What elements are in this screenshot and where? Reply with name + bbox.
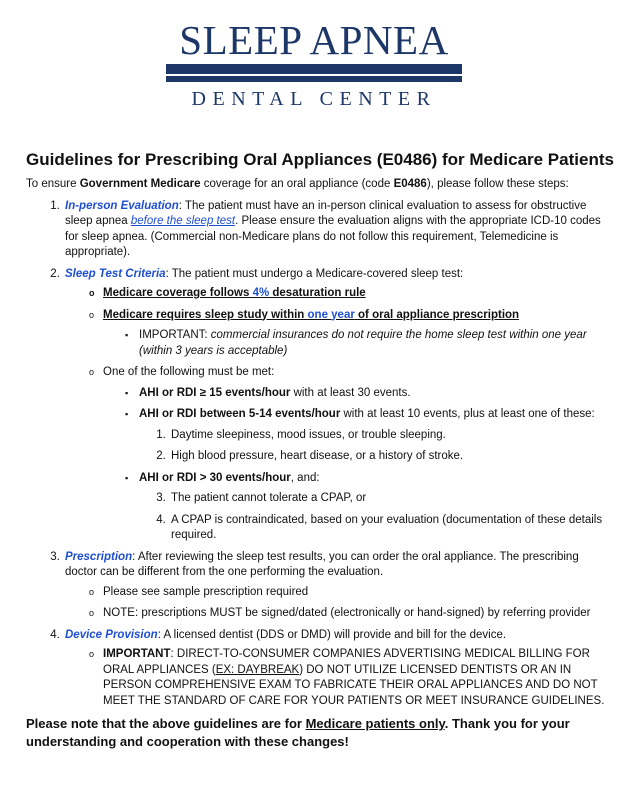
step-label: In-person Evaluation — [65, 199, 179, 212]
list-item: 4. A CPAP is contraindicated, based on your evaluation (documentation of these details required. — [169, 513, 606, 544]
list-item: 2. High blood pressure, heart disease, or a history of stroke. — [169, 449, 606, 465]
rule-one-year: o Medicare requires sleep study within one year of oral appliance prescription ▪ IMPORTANT: commercial insurances do not require the home sleep test within one year (within 3 years is acceptable) — [89, 308, 606, 360]
logo-bar — [166, 64, 462, 82]
before-sleep-test-link: before the sleep test — [130, 215, 236, 227]
page-title: Guidelines for Prescribing Oral Appliances (E0486) for Medicare Patients — [26, 150, 614, 169]
criterion-ahi-30: ▪ AHI or RDI > 30 events/hour, and: 3. The patient cannot tolerate a CPAP, or 4. A CPAP is contraindicated, based on your evaluation (documentation of these details required. — [125, 471, 606, 544]
logo-subtitle: DENTAL CENTER — [191, 88, 437, 110]
step-label: Prescription — [65, 550, 133, 563]
list-item: 3. The patient cannot tolerate a CPAP, or — [169, 491, 606, 507]
list-item: o Please see sample prescription required — [89, 585, 606, 601]
step-prescription: 3. Prescription: After reviewing the sleep test results, you can order the oral appliance. The prescribing doctor can be different from the one performing the evaluation. o Please see sample prescription required o NOTE: prescriptions MUST be signed/dated (electronically or hand-signed) by referring provider — [63, 550, 606, 622]
intro-paragraph: To ensure Government Medicare coverage for an oral appliance (code E0486), please follow these steps: — [26, 178, 569, 190]
important-warning: o IMPORTANT: DIRECT-TO-CONSUMER COMPANIES ADVERTISING MEDICAL BILLING FOR ORAL APPLIANCES (EX: DAYBREAK) DO NOT UTILIZE LICENSED DENTISTS OR AN IN PERSON COMPREHENSIVE EXAM TO FABRICATE THEIR ORAL APPLIANCES AND DO NOT MEET THE STANDARD OF CARE FOR YOUR PATIENTS OR MEET INSURANCE GUIDELINES. — [89, 647, 606, 709]
criterion-ahi-15: ▪ AHI or RDI ≥ 15 events/hour with at least 30 events. — [125, 386, 606, 402]
step-sleep-test-criteria: 2. Sleep Test Criteria: The patient must undergo a Medicare-covered sleep test: o Medicare coverage follows 4% desaturation rule o Medicare requires sleep study within one year of oral appliance prescription ▪ IMPORTANT: commercial insurances do not require the home sleep test within one year (within 3 years is acceptable) o One of the following must be met: ▪ AHI or RDI ≥ 15 events/hour with at least 30 events. ▪ AHI or RDI between 5-14 events/hour with at least 10 events, plus at least one of these: 1. Daytime sleepiness, mood issues, or trouble sleeping. 2. High blood pressure, heart disease, or a history of stroke. ▪ AHI or RDI > 30 events/hour, and: 3. The patient cannot tolerate a CPAP, or 4. A CPAP is contraindicated, based on your evaluation (documentation of these details required. — [63, 267, 606, 544]
steps-list — [26, 199, 606, 710]
step-label: Device Provision — [65, 628, 158, 641]
logo-title: SLEEP APNEA — [179, 17, 449, 63]
closing-note: Please note that the above guidelines are for Medicare patients only. Thank you for your understanding and cooperation with these changes! — [26, 716, 570, 749]
step-device-provision: 4. Device Provision: A licensed dentist (DDS or DMD) will provide and bill for the device. o IMPORTANT: DIRECT-TO-CONSUMER COMPANIES ADVERTISING MEDICAL BILLING FOR ORAL APPLIANCES (EX: DAYBREAK) DO NOT UTILIZE LICENSED DENTISTS OR AN IN PERSON COMPREHENSIVE EXAM TO FABRICATE THEIR ORAL APPLIANCES AND DO NOT MEET THE STANDARD OF CARE FOR YOUR PATIENTS OR MEET INSURANCE GUIDELINES. — [63, 628, 606, 710]
step-label: Sleep Test Criteria — [65, 267, 166, 280]
list-item: o NOTE: prescriptions MUST be signed/dated (electronically or hand-signed) by referring provider — [89, 606, 606, 622]
document-body — [26, 150, 614, 751]
important-note: ▪ IMPORTANT: commercial insurances do not require the home sleep test within one year (within 3 years is acceptable) — [125, 328, 606, 359]
criterion-ahi-5-14: ▪ AHI or RDI between 5-14 events/hour with at least 10 events, plus at least one of these: 1. Daytime sleepiness, mood issues, or trouble sleeping. 2. High blood pressure, heart disease, or a history of stroke. — [125, 407, 606, 465]
list-item: 1. Daytime sleepiness, mood issues, or trouble sleeping. — [169, 428, 606, 444]
logo — [0, 18, 628, 112]
step-in-person-evaluation: 1. In-person Evaluation: The patient must have an in-person clinical evaluation to assess for obstructive sleep apnea before the sleep test. Please ensure the evaluation aligns with the appropriate ICD-10 codes for sleep apnea. (Commercial non-Medicare plans do not follow this requirement, Telemedicine is appropriate). — [63, 199, 606, 261]
sleep-test-sublist — [65, 286, 606, 544]
rule-desaturation: o Medicare coverage follows 4% desaturation rule — [89, 286, 606, 302]
criteria-group: o One of the following must be met: ▪ AHI or RDI ≥ 15 events/hour with at least 30 events. ▪ AHI or RDI between 5-14 events/hour with at least 10 events, plus at least one of these: 1. Daytime sleepiness, mood issues, or trouble sleeping. 2. High blood pressure, heart disease, or a history of stroke. ▪ AHI or RDI > 30 events/hour, and: 3. The patient cannot tolerate a CPAP, or 4. A CPAP is contraindicated, based on your evaluation (documentation of these details required. — [89, 365, 606, 544]
